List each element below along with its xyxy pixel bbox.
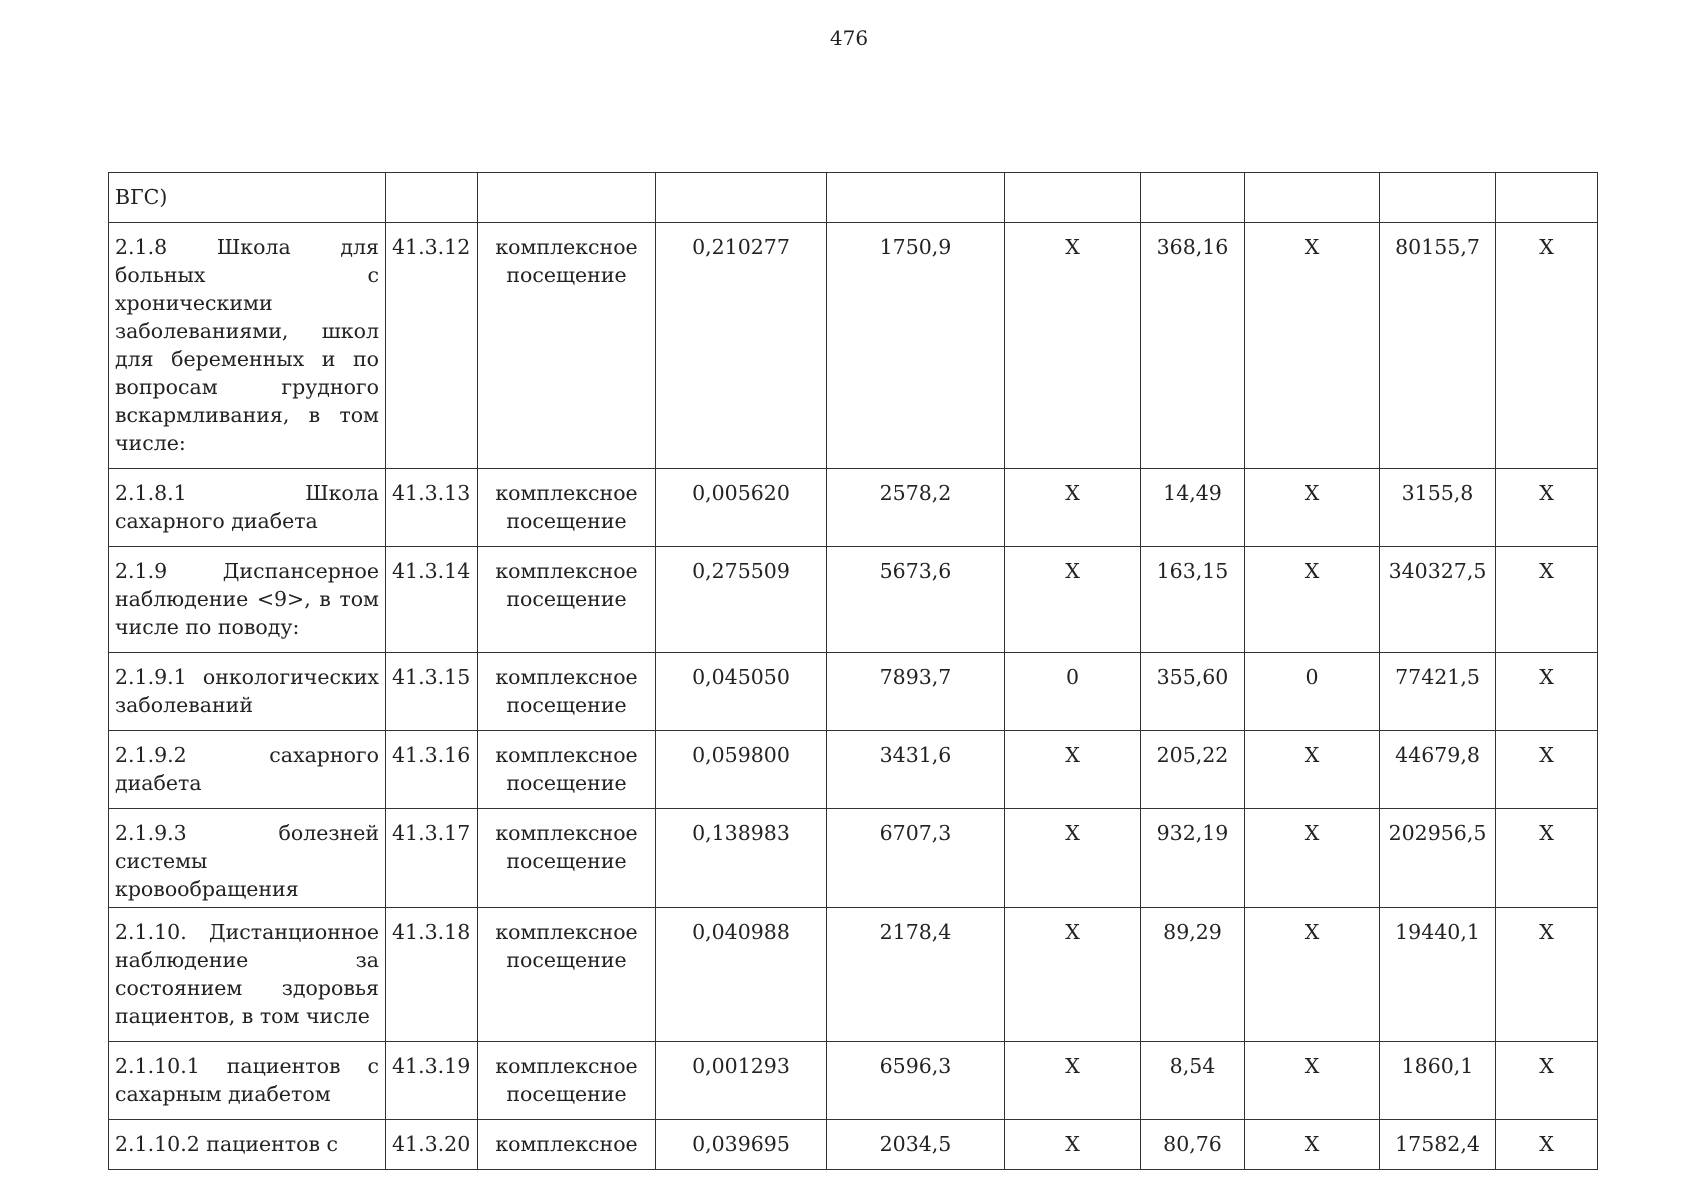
value-cell: Х bbox=[1496, 547, 1598, 653]
value-cell: 80155,7 bbox=[1380, 223, 1496, 469]
value-cell: Х bbox=[1005, 1120, 1141, 1170]
value-cell: 205,22 bbox=[1141, 731, 1245, 809]
value-cell: 44679,8 bbox=[1380, 731, 1496, 809]
row-name-cell: ВГС) bbox=[109, 173, 386, 223]
code-cell: 41.3.15 bbox=[386, 653, 478, 731]
value-cell: Х bbox=[1245, 469, 1380, 547]
table-row bbox=[109, 731, 1598, 809]
value-cell: 19440,1 bbox=[1380, 908, 1496, 1042]
norm-cell: 0,045050 bbox=[656, 653, 827, 731]
row-name-cell: 2.1.10.1 пациентов с сахарным диабетом bbox=[109, 1042, 386, 1120]
cost-cell: 3431,6 bbox=[827, 731, 1005, 809]
value-cell: 17582,4 bbox=[1380, 1120, 1496, 1170]
unit-cell: комплексное посещение bbox=[478, 223, 656, 469]
value-cell: Х bbox=[1005, 731, 1141, 809]
unit-cell: комплексное посещение bbox=[478, 809, 656, 908]
value-cell: Х bbox=[1496, 908, 1598, 1042]
value-cell: Х bbox=[1005, 809, 1141, 908]
table-row bbox=[109, 908, 1598, 1042]
unit-cell: комплексное посещение bbox=[478, 469, 656, 547]
row-name-cell: 2.1.8 Школа для больных с хроническими заболеваниями, школ для беременных и по вопросам грудного вскармливания, в том числе: bbox=[109, 223, 386, 469]
value-cell: Х bbox=[1245, 1042, 1380, 1120]
value-cell: Х bbox=[1005, 1042, 1141, 1120]
value-cell: 202956,5 bbox=[1380, 809, 1496, 908]
cost-cell: 1750,9 bbox=[827, 223, 1005, 469]
code-cell: 41.3.16 bbox=[386, 731, 478, 809]
value-cell: Х bbox=[1496, 653, 1598, 731]
unit-cell: комплексное посещение bbox=[478, 653, 656, 731]
value-cell: Х bbox=[1245, 223, 1380, 469]
norm-cell bbox=[656, 173, 827, 223]
table-row bbox=[109, 173, 1598, 223]
value-cell: Х bbox=[1245, 1120, 1380, 1170]
value-cell bbox=[1005, 173, 1141, 223]
code-cell: 41.3.14 bbox=[386, 547, 478, 653]
value-cell: Х bbox=[1245, 547, 1380, 653]
norm-cell: 0,001293 bbox=[656, 1042, 827, 1120]
value-cell: Х bbox=[1496, 223, 1598, 469]
row-name-cell: 2.1.10.2 пациентов с bbox=[109, 1120, 386, 1170]
value-cell bbox=[1380, 173, 1496, 223]
norm-cell: 0,138983 bbox=[656, 809, 827, 908]
unit-cell: комплексное посещение bbox=[478, 547, 656, 653]
row-name-cell: 2.1.9.1 онкологических заболеваний bbox=[109, 653, 386, 731]
value-cell: Х bbox=[1496, 1120, 1598, 1170]
value-cell: Х bbox=[1245, 809, 1380, 908]
unit-cell: комплексное посещение bbox=[478, 731, 656, 809]
value-cell: Х bbox=[1496, 469, 1598, 547]
code-cell bbox=[386, 173, 478, 223]
value-cell: Х bbox=[1245, 731, 1380, 809]
value-cell: 80,76 bbox=[1141, 1120, 1245, 1170]
value-cell: 3155,8 bbox=[1380, 469, 1496, 547]
cost-cell: 6707,3 bbox=[827, 809, 1005, 908]
value-cell: 0 bbox=[1005, 653, 1141, 731]
table-row bbox=[109, 1120, 1598, 1170]
code-cell: 41.3.12 bbox=[386, 223, 478, 469]
cost-cell: 2178,4 bbox=[827, 908, 1005, 1042]
cost-cell: 6596,3 bbox=[827, 1042, 1005, 1120]
value-cell: Х bbox=[1005, 223, 1141, 469]
norm-cell: 0,210277 bbox=[656, 223, 827, 469]
unit-cell: комплексное посещение bbox=[478, 1042, 656, 1120]
value-cell: 0 bbox=[1245, 653, 1380, 731]
unit-cell bbox=[478, 173, 656, 223]
value-cell: Х bbox=[1496, 731, 1598, 809]
page-number: 476 bbox=[829, 26, 869, 50]
value-cell bbox=[1141, 173, 1245, 223]
norm-cell: 0,039695 bbox=[656, 1120, 827, 1170]
code-cell: 41.3.19 bbox=[386, 1042, 478, 1120]
table-row bbox=[109, 809, 1598, 908]
code-cell: 41.3.18 bbox=[386, 908, 478, 1042]
code-cell: 41.3.20 bbox=[386, 1120, 478, 1170]
row-name-cell: 2.1.8.1 Школа сахарного диабета bbox=[109, 469, 386, 547]
row-name-cell: 2.1.10. Дистанционное наблюдение за состоянием здоровья пациентов, в том числе bbox=[109, 908, 386, 1042]
table-row bbox=[109, 469, 1598, 547]
code-cell: 41.3.17 bbox=[386, 809, 478, 908]
value-cell: 355,60 bbox=[1141, 653, 1245, 731]
code-cell: 41.3.13 bbox=[386, 469, 478, 547]
value-cell: 340327,5 bbox=[1380, 547, 1496, 653]
value-cell: Х bbox=[1005, 547, 1141, 653]
cost-cell: 5673,6 bbox=[827, 547, 1005, 653]
value-cell bbox=[1496, 173, 1598, 223]
value-cell: Х bbox=[1496, 1042, 1598, 1120]
value-cell: 368,16 bbox=[1141, 223, 1245, 469]
cost-cell: 2034,5 bbox=[827, 1120, 1005, 1170]
table-row bbox=[109, 547, 1598, 653]
cost-cell: 2578,2 bbox=[827, 469, 1005, 547]
cost-cell bbox=[827, 173, 1005, 223]
table-row bbox=[109, 653, 1598, 731]
unit-cell: комплексное посещение bbox=[478, 908, 656, 1042]
table-row bbox=[109, 223, 1598, 469]
norm-cell: 0,059800 bbox=[656, 731, 827, 809]
value-cell: Х bbox=[1005, 469, 1141, 547]
unit-cell: комплексное bbox=[478, 1120, 656, 1170]
value-cell: Х bbox=[1496, 809, 1598, 908]
value-cell: 932,19 bbox=[1141, 809, 1245, 908]
data-table bbox=[108, 172, 1598, 1170]
value-cell: Х bbox=[1005, 908, 1141, 1042]
norm-cell: 0,005620 bbox=[656, 469, 827, 547]
row-name-cell: 2.1.9.3 болезней системы кровообращения bbox=[109, 809, 386, 908]
value-cell: 77421,5 bbox=[1380, 653, 1496, 731]
norm-cell: 0,040988 bbox=[656, 908, 827, 1042]
value-cell: 1860,1 bbox=[1380, 1042, 1496, 1120]
row-name-cell: 2.1.9 Диспансерное наблюдение <9>, в том числе по поводу: bbox=[109, 547, 386, 653]
table-row bbox=[109, 1042, 1598, 1120]
value-cell: 89,29 bbox=[1141, 908, 1245, 1042]
value-cell: Х bbox=[1245, 908, 1380, 1042]
norm-cell: 0,275509 bbox=[656, 547, 827, 653]
row-name-cell: 2.1.9.2 сахарного диабета bbox=[109, 731, 386, 809]
value-cell: 8,54 bbox=[1141, 1042, 1245, 1120]
cost-cell: 7893,7 bbox=[827, 653, 1005, 731]
value-cell: 14,49 bbox=[1141, 469, 1245, 547]
value-cell: 163,15 bbox=[1141, 547, 1245, 653]
value-cell bbox=[1245, 173, 1380, 223]
